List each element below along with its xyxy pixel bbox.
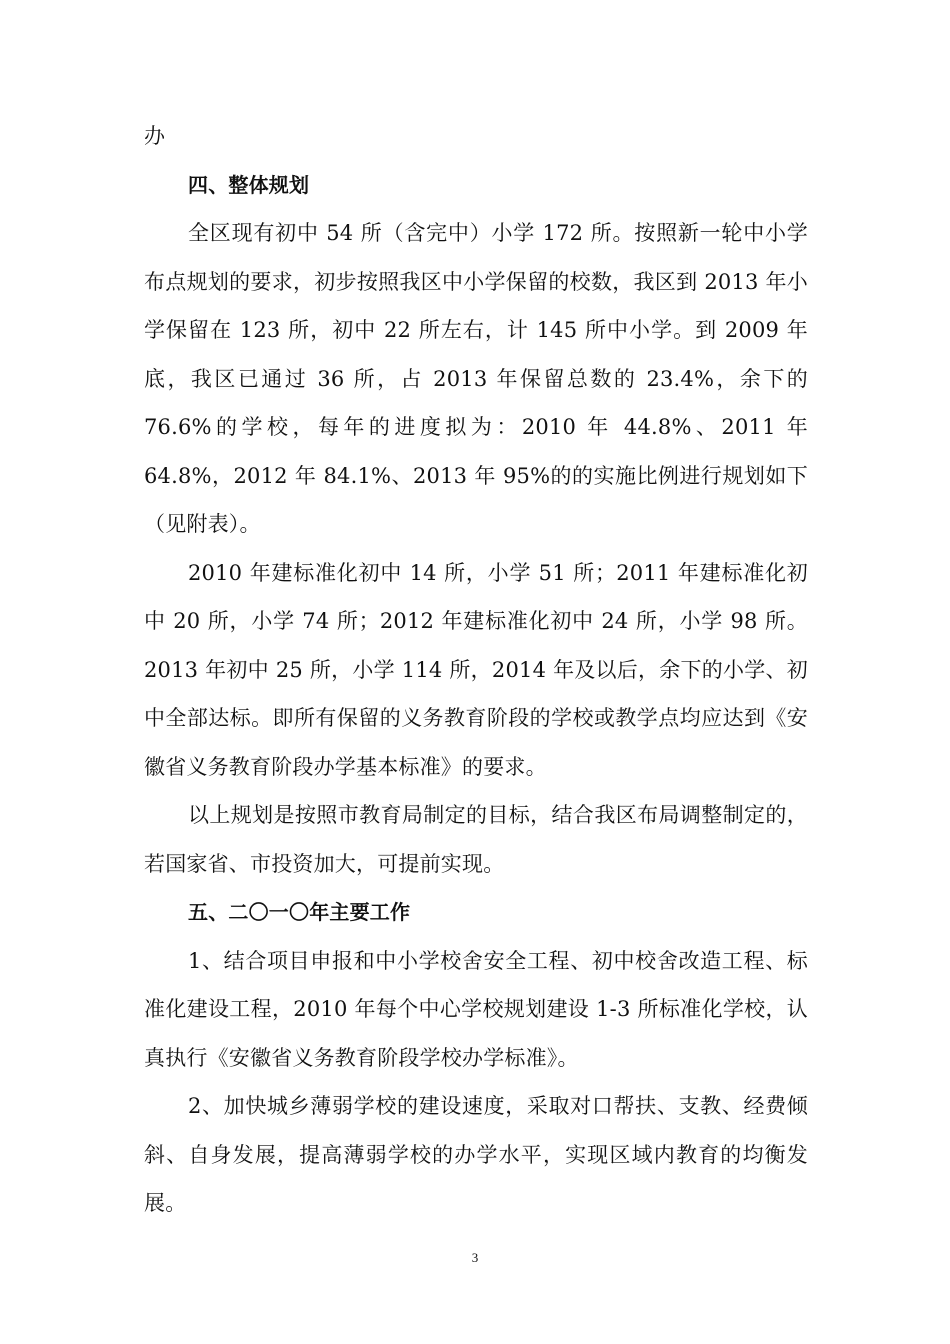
paragraph-work-item-2: 2、加快城乡薄弱学校的建设速度，采取对口帮扶、支教、经费倾斜、自身发展，提高薄弱学校的办学水平，实现区域内教育的均衡发展。 xyxy=(144,1094,808,1215)
continuation-text: 办 xyxy=(144,124,166,148)
paragraph-plan-basis: 以上规划是按照市教育局制定的目标，结合我区布局调整制定的，若国家省、市投资加大，可提前实现。 xyxy=(144,803,808,876)
page-number: 3 xyxy=(471,1250,479,1265)
paragraph-school-counts: 全区现有初中 54 所（含完中）小学 172 所。按照新一轮中小学布点规划的要求，初步按照我区中小学保留的校数，我区到 2013 年小学保留在 123 所，初中 22 所左右，计 145 所中小学。到 2009 年底，我区已通过 36 所，占 2013 年保留总数的 23.4%，余下的 76.6%的学校，每年的进度拟为：2010 年 44.8%、2011 年 64.8%，2012 年 84.1%、2013 年 95%的的实施比例进行规划如下（见附表）。 xyxy=(144,221,808,536)
section-heading-overall-plan: 四、整体规划 xyxy=(188,172,310,197)
paragraph-yearly-targets: 2010 年建标准化初中 14 所，小学 51 所；2011 年建标准化初中 20 所，小学 74 所；2012 年建标准化初中 24 所，小学 98 所。2013 年初中 25 所，小学 114 所，2014 年及以后，余下的小学、初中全部达标。即所有保留的义务教育阶段的学校或教学点均应达到《安徽省义务教育阶段办学基本标准》的要求。 xyxy=(144,560,808,779)
paragraph-work-item-1: 1、结合项目申报和中小学校舍安全工程、初中校舍改造工程、标准化建设工程，2010 年每个中心学校规划建设 1-3 所标准化学校，认真执行《安徽省义务教育阶段学校办学标准》。 xyxy=(144,948,808,1070)
section-heading-2010-work: 五、二〇一〇年主要工作 xyxy=(188,900,411,924)
document-body xyxy=(144,112,808,1228)
